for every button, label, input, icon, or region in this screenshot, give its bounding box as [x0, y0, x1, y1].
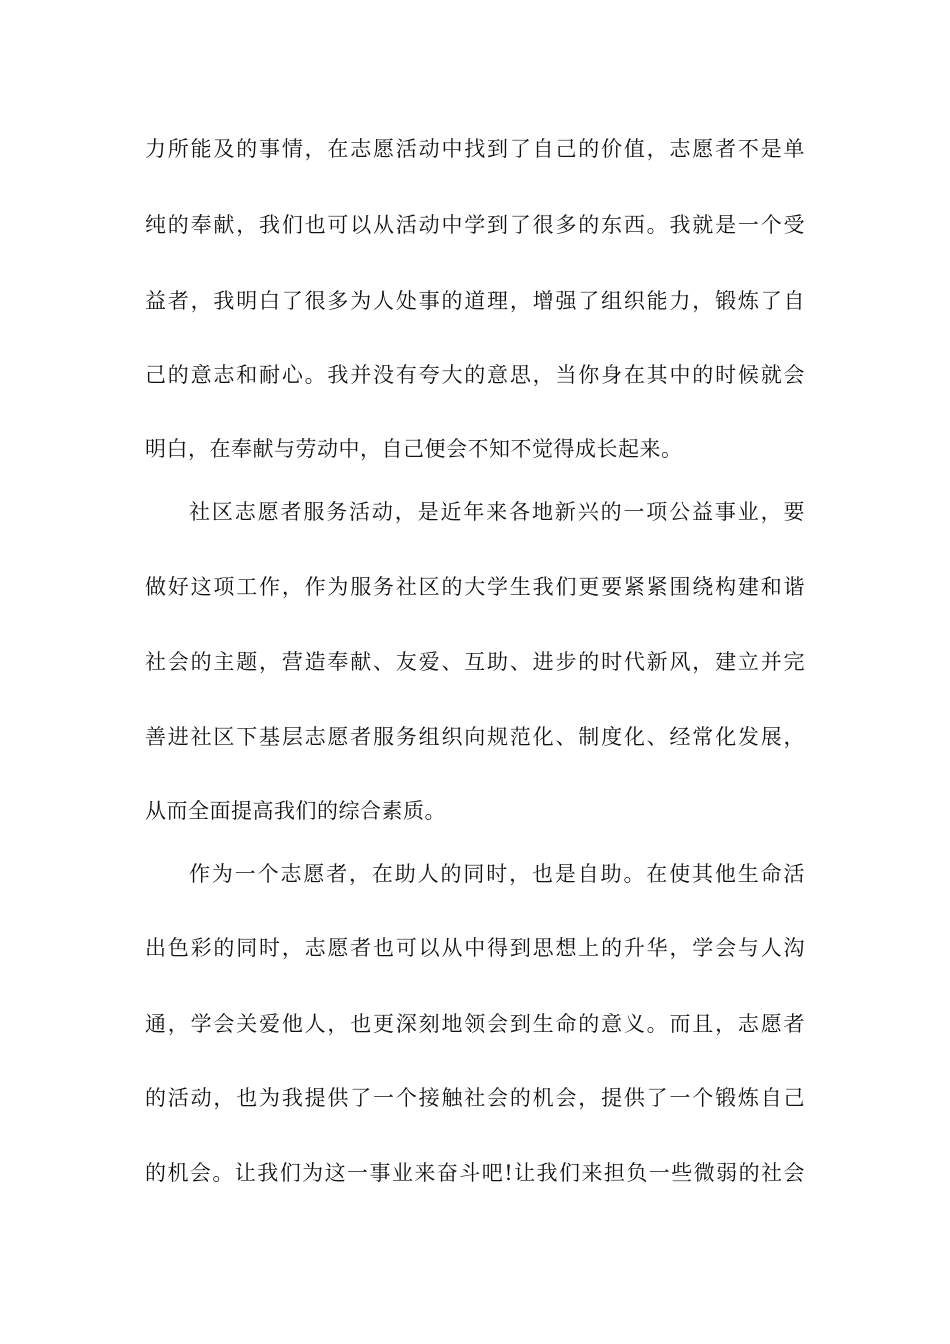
- text-line: 从而全面提高我们的综合素质。: [145, 799, 446, 823]
- text-line: 善进社区下基层志愿者服务组织向规范化、制度化、经常化发展，: [145, 725, 805, 749]
- paragraph-first-line: 社区志愿者服务活动，是近年来各地新兴的一项公益事业，要: [189, 500, 805, 524]
- text-line: 益者，我明白了很多为人处事的道理，增强了组织能力，锻炼了自: [145, 289, 805, 313]
- text-line: 的活动，也为我提供了一个接触社会的机会，提供了一个锻炼自己: [145, 1086, 805, 1110]
- text-line: 明白，在奉献与劳动中，自己便会不知不觉得成长起来。: [145, 437, 683, 461]
- paragraph-first-line: 作为一个志愿者，在助人的同时，也是自助。在使其他生命活: [189, 862, 805, 886]
- text-line: 做好这项工作，作为服务社区的大学生我们更要紧紧围绕构建和谐: [145, 575, 805, 599]
- text-line: 通，学会关爱他人，也更深刻地领会到生命的意义。而且，志愿者: [145, 1012, 805, 1036]
- text-line: 己的意志和耐心。我并没有夸大的意思，当你身在其中的时候就会: [145, 363, 805, 387]
- text-line: 出色彩的同时，志愿者也可以从中得到思想上的升华，学会与人沟: [145, 936, 805, 960]
- text-line: 的机会。让我们为这一事业来奋斗吧!让我们来担负一些微弱的社会: [145, 1161, 805, 1185]
- text-line: 纯的奉献，我们也可以从活动中学到了很多的东西。我就是一个受: [145, 213, 805, 237]
- text-line: 社会的主题，营造奉献、友爱、互助、进步的时代新风，建立并完: [145, 650, 805, 674]
- text-line: 力所能及的事情，在志愿活动中找到了自己的价值，志愿者不是单: [145, 137, 805, 161]
